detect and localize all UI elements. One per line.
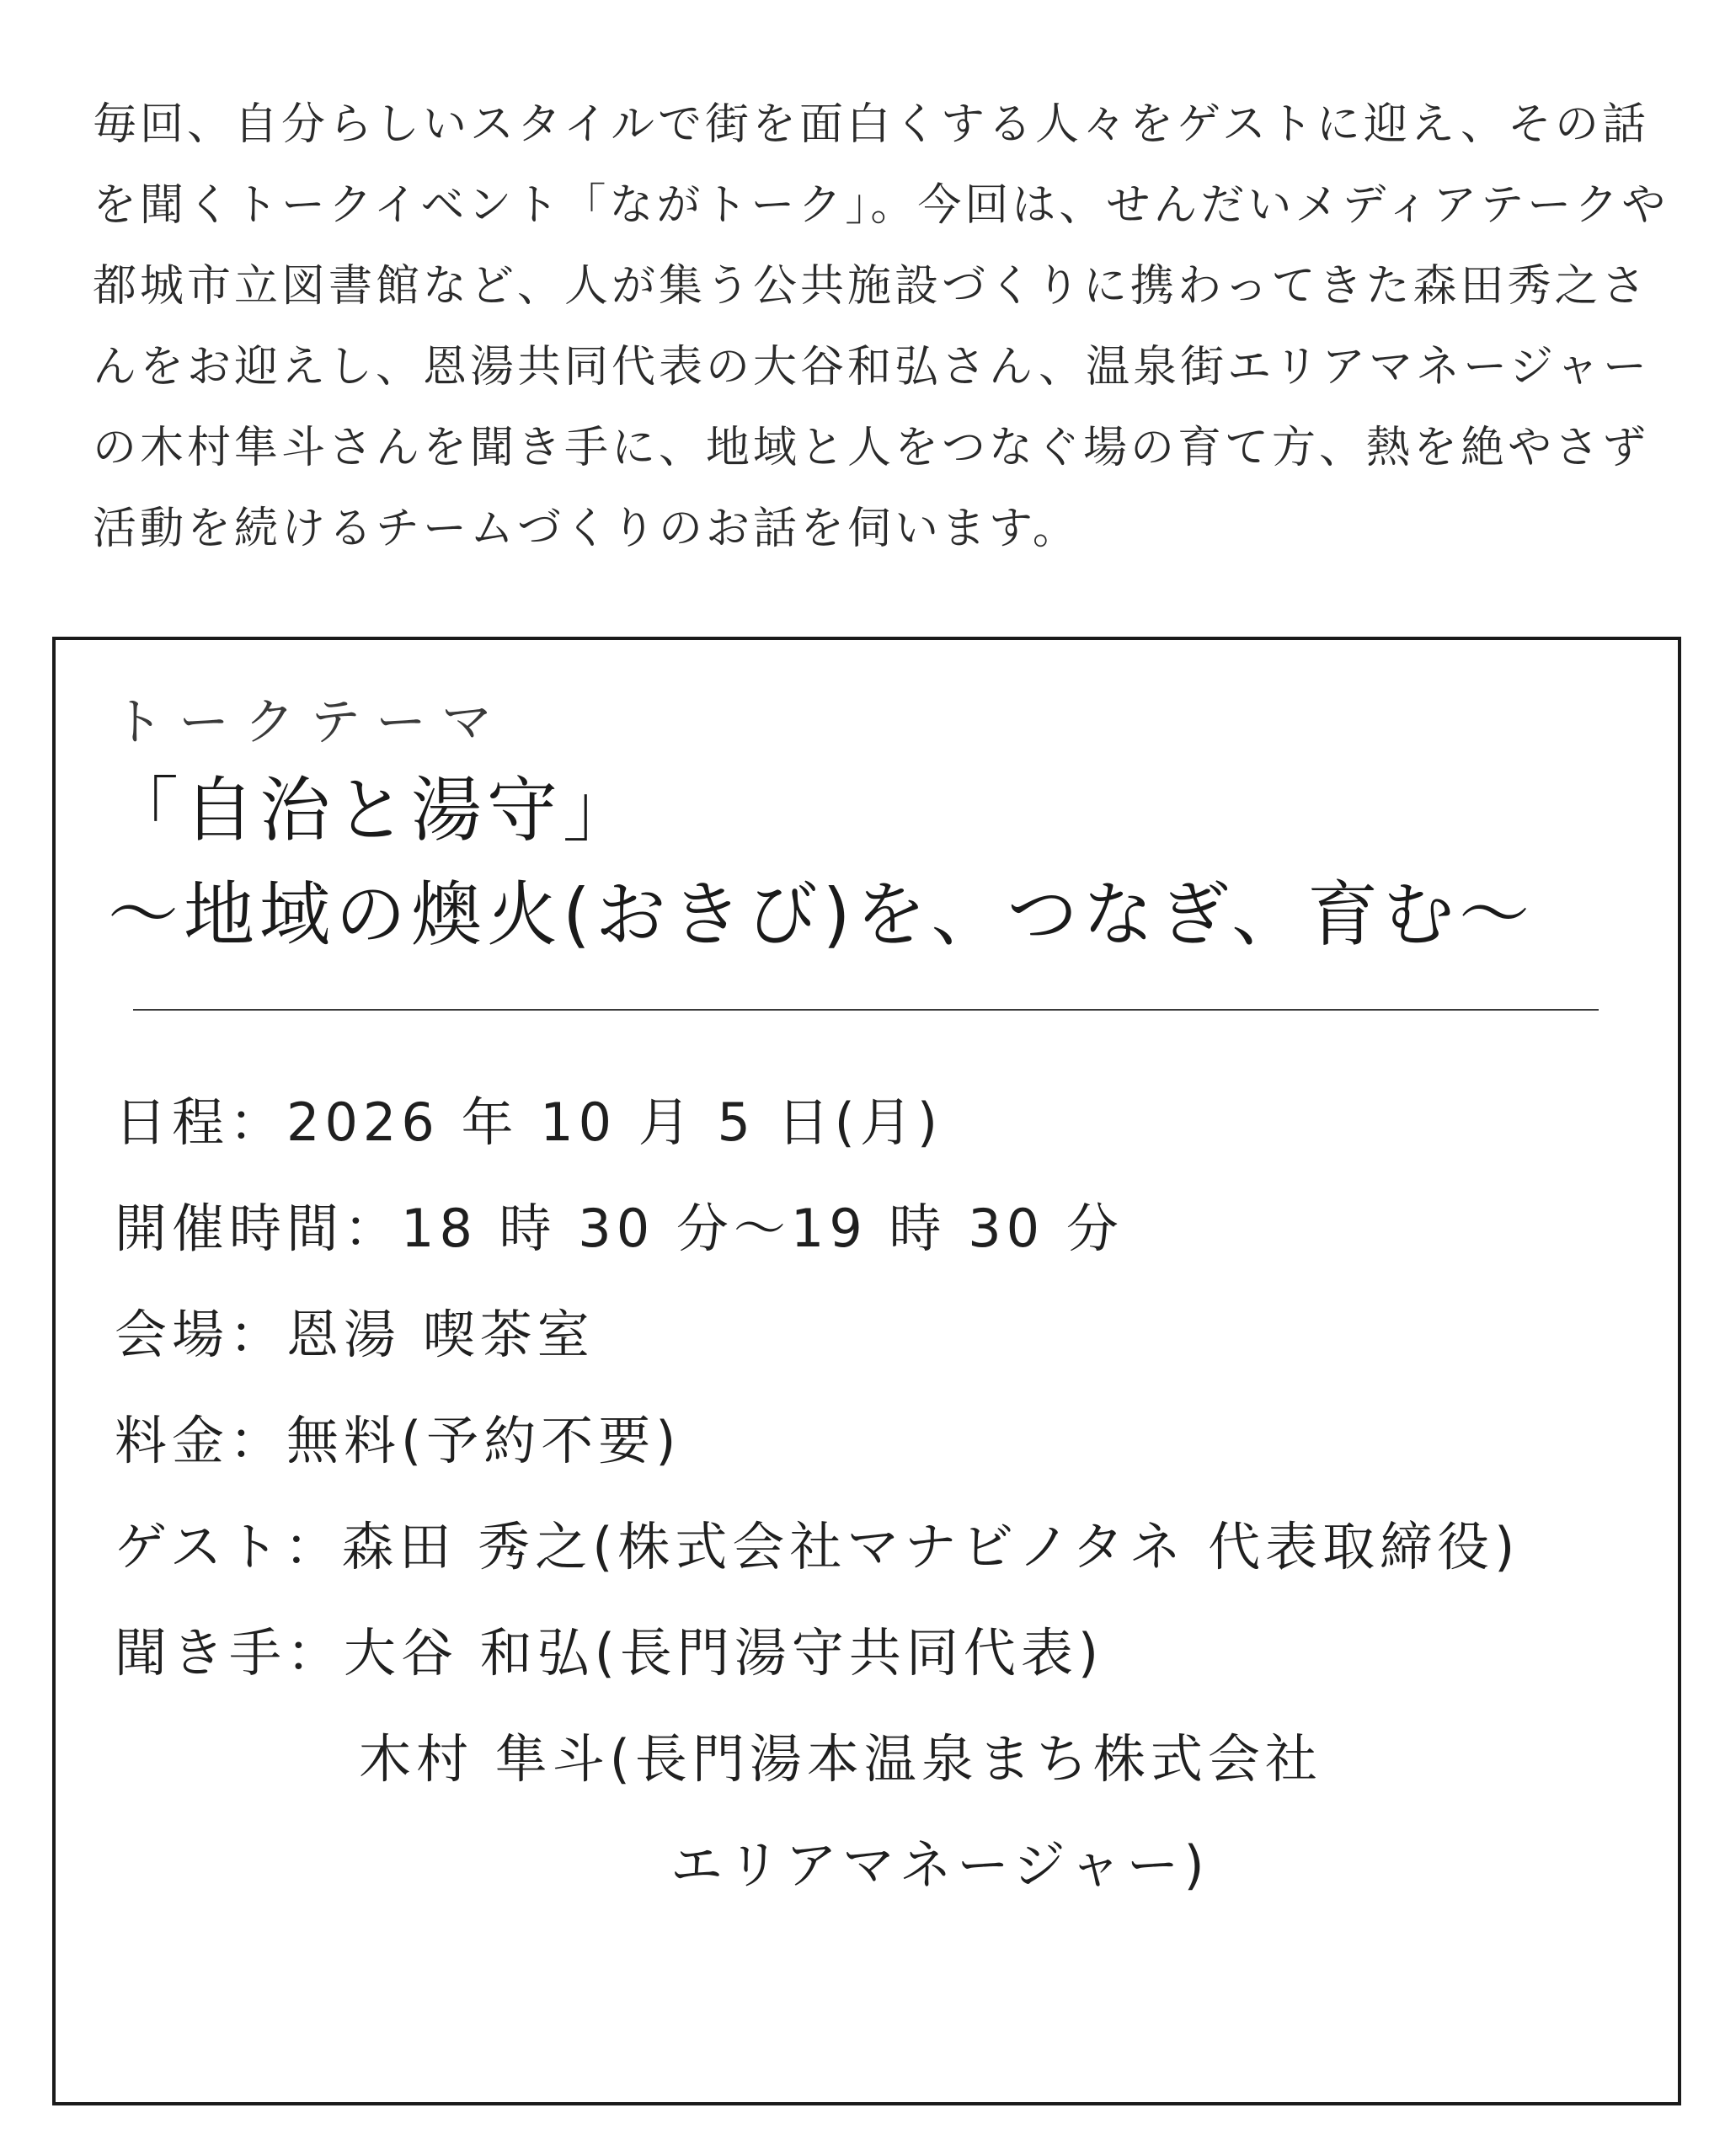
detail-guest: ゲスト：森田 秀之(株式会社マナビノタネ 代表取締役) [115, 1516, 1520, 1577]
detail-fee: 料金：無料(予約不要) [115, 1410, 681, 1471]
description-line: の木村隼斗さんを聞き手に、地域と人をつなぐ場の育て方、熱を絶やさず [93, 423, 1650, 473]
event-description [93, 84, 1669, 569]
detail-venue: 会場：恩湯 喫茶室 [115, 1304, 595, 1365]
detail-date: 日程：2026 年 10 月 5 日(月) [115, 1091, 943, 1153]
theme-title-line-2: 〜地域の燠火(おきび)を、つなぎ、育む〜 [108, 873, 1535, 956]
description-line: 活動を続けるチームづくりのお話を伺います。 [93, 504, 1080, 554]
theme-title [108, 758, 1535, 967]
description-line: 都城市立図書館など、人が集う公共施設づくりに携わってきた森田秀之さ [93, 261, 1649, 312]
description-line: を聞くトークイベント「ながトーク」。今回は、せんだいメディアテークや [93, 180, 1669, 231]
detail-time: 開催時間：18 時 30 分〜19 時 30 分 [115, 1198, 1124, 1259]
detail-interviewer-1: 聞き手：大谷 和弘(長門湯守共同代表) [115, 1622, 1104, 1684]
detail-interviewer-2-continued: エリアマネージャー) [670, 1834, 1210, 1896]
event-details [115, 1070, 1664, 1919]
divider [133, 1009, 1599, 1011]
theme-title-line-1: 「自治と湯守」 [108, 769, 639, 851]
detail-interviewer-2: 木村 隼斗(長門湯本温泉まち株式会社 [359, 1728, 1322, 1790]
event-info-box [52, 637, 1681, 2105]
theme-label: トークテーマ [113, 693, 507, 752]
description-line: 毎回、自分らしいスタイルで街を面白くする人々をゲストに迎え、その話 [93, 99, 1650, 150]
description-line: んをお迎えし、恩湯共同代表の大谷和弘さん、温泉街エリアマネージャー [93, 342, 1651, 392]
